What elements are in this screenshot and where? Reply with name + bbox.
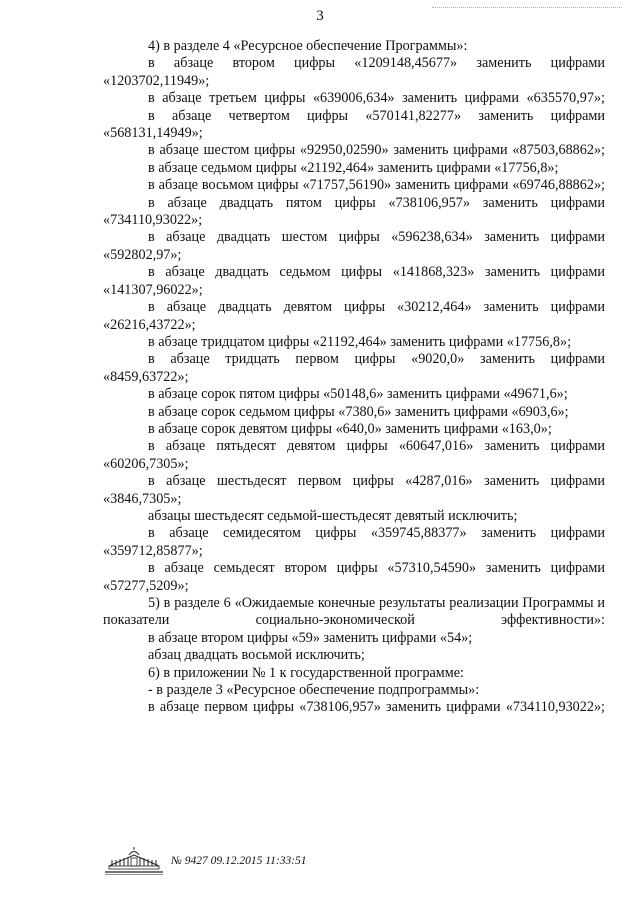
paragraph: в абзаце четвертом цифры «570141,82277» заменить цифрами «568131,14949»; (103, 107, 605, 142)
paragraph: в абзаце седьмом цифры «21192,464» заменить цифрами «17756,8»; (148, 159, 559, 176)
paragraph: в абзаце сорок пятом цифры «50148,6» заменить цифрами «49671,6»; (148, 386, 568, 403)
paragraph: в абзаце восьмом цифры «71757,56190» заменить цифрами «69746,88862»; (148, 177, 605, 194)
paragraph: в абзаце двадцать седьмом цифры «141868,323» заменить цифрами «141307,96022»; (103, 264, 605, 298)
paragraph: в абзаце шестом цифры «92950,02590» заменить цифрами «87503,68862»; (148, 142, 605, 159)
paragraph: в абзаце втором цифры «59» заменить цифрами «54»; (148, 629, 473, 646)
number-sign: № (171, 855, 182, 867)
paragraph: в абзаце двадцать пятом цифры «738106,957» заменить цифрами «734110,93022»; (103, 194, 605, 229)
paragraph: в абзаце шестьдесят первом цифры «4287,016» заменить цифрами «3846,7305»; (103, 473, 605, 507)
building-seal-icon (103, 846, 165, 876)
scan-artifact-line (432, 7, 622, 11)
document-reference (171, 855, 307, 867)
paragraph: в абзаце пятьдесят девятом цифры «60647,016» заменить цифрами «60206,7305»; (103, 438, 605, 472)
paragraph: в абзаце тридцатом цифры «21192,464» заменить цифрами «17756,8»; (148, 333, 572, 350)
paragraph: в абзаце первом цифры «738106,957» заменить цифрами «734110,93022»; (148, 699, 605, 716)
page-number: 3 (316, 8, 324, 24)
paragraph: в абзаце втором цифры «1209148,45677» заменить цифрами «1203702,11949»; (103, 55, 605, 89)
document-body (103, 38, 605, 717)
paragraph: в абзаце двадцать девятом цифры «30212,464» заменить цифрами «26216,43722»; (103, 299, 605, 333)
paragraph: в абзаце сорок девятом цифры «640,0» заменить цифрами «163,0»; (148, 420, 552, 437)
paragraph: 5) в разделе 6 «Ожидаемые конечные результаты реализации Программы и показатели социально-экономической эффективности»: (103, 595, 605, 629)
paragraph: - в разделе 3 «Ресурсное обеспечение подпрограммы»: (148, 682, 480, 699)
paragraph: в абзаце сорок седьмом цифры «7380,6» заменить цифрами «6903,6»; (148, 403, 569, 420)
document-number-timestamp: 9427 09.12.2015 11:33:51 (184, 855, 307, 867)
paragraph: в абзаце семидесятом цифры «359745,88377» заменить цифрами «359712,85877»; (103, 525, 605, 559)
paragraph: в абзаце двадцать шестом цифры «596238,634» заменить цифрами «592802,97»; (103, 229, 605, 263)
paragraph: абзац двадцать восьмой исключить; (148, 647, 365, 664)
paragraph: 6) в приложении № 1 к государственной программе: (148, 664, 464, 681)
document-footer (103, 846, 307, 876)
paragraph: в абзаце третьем цифры «639006,634» заменить цифрами «635570,97»; (148, 90, 605, 107)
paragraph: 4) в разделе 4 «Ресурсное обеспечение Программы»: (148, 38, 468, 54)
paragraph: в абзаце семьдесят втором цифры «57310,54590» заменить цифрами «57277,5209»; (103, 560, 605, 594)
paragraph: в абзаце тридцать первом цифры «9020,0» заменить цифрами «8459,63722»; (103, 351, 605, 385)
paragraph: абзацы шестьдесят седьмой-шестьдесят девятый исключить; (148, 507, 518, 524)
